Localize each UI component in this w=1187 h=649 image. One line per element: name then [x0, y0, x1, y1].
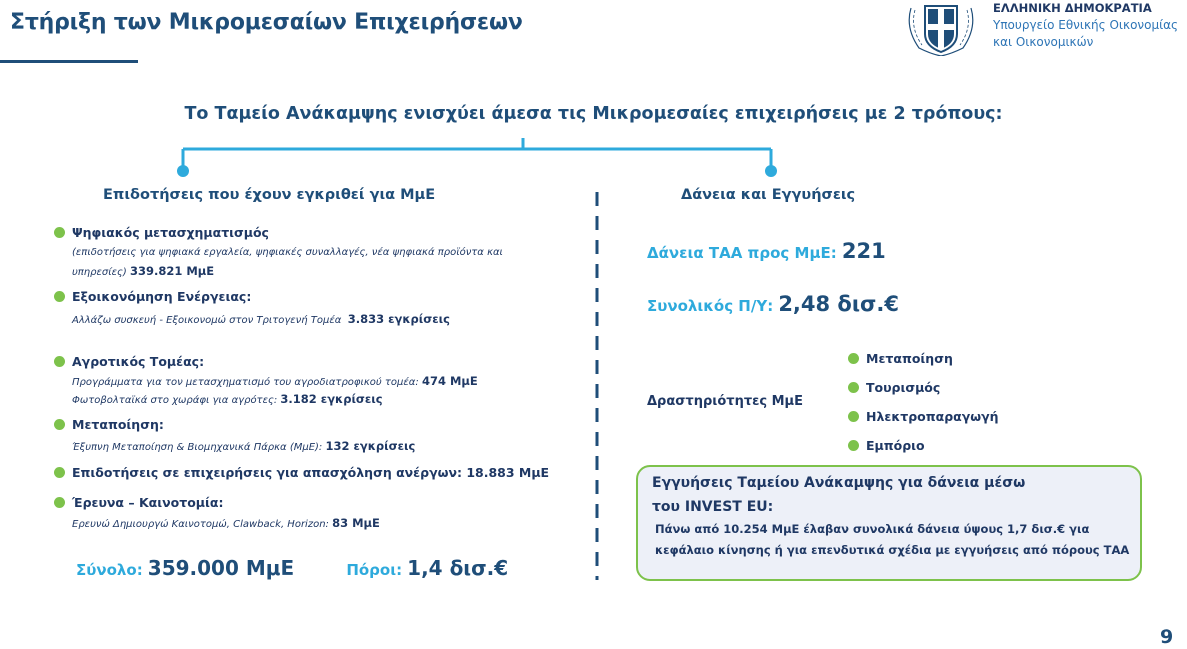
total-value: 359.000 ΜμΕ	[147, 556, 295, 580]
budget-label: Συνολικός Π/Υ:	[647, 297, 774, 315]
item-description: υπηρεσίες) 339.821 ΜμΕ	[72, 264, 215, 278]
bullet-dot-icon	[848, 411, 859, 422]
list-item	[54, 417, 164, 432]
guarantee-text: Πάνω από 10.254 ΜμΕ έλαβαν συνολικά δάνεια ύψους 1,7 δισ.€ για κεφάλαιο κίνησης ή για επενδυτικά σχέδια με εγγυήσεις από πόρους ΤΑΑ	[655, 522, 1130, 557]
item-description: Έξυπνη Μεταποίηση & Βιομηχανικά Πάρκα (ΜμΕ): 132 εγκρίσεις	[72, 439, 416, 453]
activity-item: Ηλεκτροπαραγωγή	[848, 409, 999, 424]
item-title: Εξοικονόμηση Ενέργειας:	[72, 289, 252, 304]
bullet-dot-icon	[54, 291, 65, 302]
page-number: 9	[1160, 626, 1174, 648]
bullet-dot-icon	[848, 382, 859, 393]
guarantee-title: Εγγυήσεις Ταμείου Ανάκαμψης για δάνεια μέσω του INVEST EU:	[652, 475, 1026, 515]
item-title: Αγροτικός Τομέας:	[72, 354, 205, 369]
item-description: Προγράμματα για τον μετασχηματισμό του αγροδιατροφικού τομέα: 474 ΜμΕ	[72, 374, 478, 388]
item-description: Φωτοβολταϊκά στο χωράφι για αγρότες: 3.182 εγκρίσεις	[72, 392, 383, 406]
totals-row	[76, 556, 508, 580]
loans-row	[647, 239, 886, 263]
loans-heading: Δάνεια και Εγγυήσεις	[681, 187, 856, 203]
item-value: 474 ΜμΕ	[421, 374, 478, 388]
budget-value: 2,48 δισ.€	[778, 292, 899, 316]
item-description: Αλλάζω συσκευή - Εξοικονομώ στον Τριτογενή Τομέα 3.833 εγκρίσεις	[72, 312, 450, 326]
activity-item: Μεταποίηση	[848, 351, 953, 366]
item-value: 132 εγκρίσεις	[325, 439, 416, 453]
column-divider	[595, 192, 599, 580]
item-value: 3.182 εγκρίσεις	[280, 392, 383, 406]
resources-label: Πόροι:	[346, 561, 403, 579]
resources-value: 1,4 δισ.€	[407, 556, 509, 580]
bullet-dot-icon	[54, 356, 65, 367]
bullet-dot-icon	[54, 227, 65, 238]
loans-value: 221	[841, 239, 886, 263]
list-item	[54, 225, 269, 240]
bullet-dot-icon	[54, 419, 65, 430]
slide-title: Στήριξη των Μικρομεσαίων Επιχειρήσεων	[10, 10, 523, 35]
bullet-dot-icon	[54, 497, 65, 508]
item-title: Μεταποίηση:	[72, 417, 164, 432]
bullet-dot-icon	[848, 440, 859, 451]
ministry-name-line2: και Οικονομικών	[993, 35, 1094, 49]
list-item	[54, 289, 251, 304]
budget-row	[647, 292, 899, 316]
item-description: Ερευνώ Δημιουργώ Καινοτομώ, Clawback, Horizon: 83 ΜμΕ	[72, 516, 380, 530]
list-item	[54, 465, 549, 480]
activity-item: Εμπόριο	[848, 438, 925, 453]
ministry-country: ΕΛΛΗΝΙΚΗ ΔΗΜΟΚΡΑΤΙΑ	[993, 1, 1152, 15]
list-item	[54, 495, 223, 510]
subsidies-heading: Επιδοτήσεις που έχουν εγκριθεί για ΜμΕ	[103, 187, 436, 203]
activities-label: Δραστηριότητες ΜμΕ	[647, 394, 803, 409]
item-description: (επιδοτήσεις για ψηφιακά εργαλεία, ψηφιακές συναλλαγές, νέα ψηφιακά προϊόντα και	[72, 247, 503, 258]
item-value: 3.833 εγκρίσεις	[347, 312, 450, 326]
branch-connector	[0, 0, 1187, 200]
item-value: 339.821 ΜμΕ	[129, 264, 215, 278]
item-value: 18.883 ΜμΕ	[466, 465, 550, 480]
total-label: Σύνολο:	[76, 561, 143, 579]
item-value: 83 ΜμΕ	[332, 516, 380, 530]
item-title: Επιδοτήσεις σε επιχειρήσεις για απασχόληση ανέργων: 18.883 ΜμΕ	[72, 465, 550, 480]
activity-item: Τουρισμός	[848, 380, 940, 395]
list-item	[54, 354, 204, 369]
bullet-dot-icon	[54, 467, 65, 478]
headline: Το Ταμείο Ανάκαμψης ενισχύει άμεσα τις Μικρομεσαίες επιχειρήσεις με 2 τρόπους:	[184, 104, 1003, 124]
ministry-name-line1: Υπουργείο Εθνικής Οικονομίας	[993, 18, 1179, 32]
loans-label: Δάνεια ΤΑΑ προς ΜμΕ:	[647, 244, 837, 262]
item-title: Ψηφιακός μετασχηματισμός	[72, 225, 269, 240]
item-title: Έρευνα – Καινοτομία:	[72, 495, 224, 510]
bullet-dot-icon	[848, 353, 859, 364]
